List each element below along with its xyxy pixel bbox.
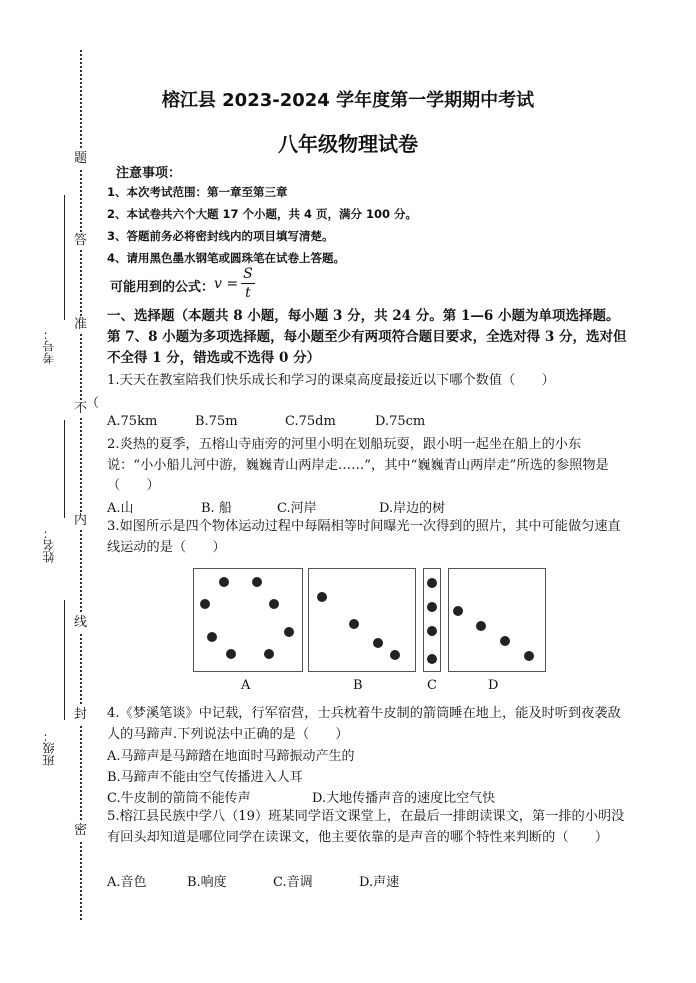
dot <box>427 654 437 664</box>
seal-char: 不 <box>74 401 88 416</box>
question-1-options <box>107 414 465 429</box>
question-4: 4.《梦溪笔谈》中记载，行军宿营，士兵枕着牛皮制的箭筒睡在地上，能及时听到夜袭敌人的马蹄声.下列说法中正确的是（ ） <box>107 706 621 742</box>
notice-item: 4、请用黑色墨水钢笔或圆珠笔在试卷上答题。 <box>107 251 345 265</box>
option: B.75m <box>195 414 238 429</box>
speed-formula <box>214 265 255 302</box>
option: B.响度 <box>187 875 227 890</box>
dot <box>453 606 463 616</box>
dot <box>427 626 437 636</box>
question-5: 5.榕江县民族中学八（19）班某同学语文课堂上，在最后一排朗读课文，第一排的小明没有回头却知道是哪位同学在读课文，他主要依靠的是声音的哪个特性来判断的（ ） <box>107 809 625 845</box>
question-3: 3.如图所示是四个物体运动过程中每隔相等时间曝光一次得到的照片，其中可能做匀速直线运动的是（ ） <box>107 519 621 555</box>
seal-char: 封 <box>74 707 88 722</box>
seal-char: 内 <box>74 513 88 528</box>
notice-heading: 注意事项： <box>116 166 182 181</box>
dot <box>476 621 486 631</box>
question-2: 2.炎热的夏季，五榕山寺庙旁的河里小明在划船玩耍，跟小明一起坐在船上的小东说：“小小船儿河中游，巍巍青山两岸走……”，其中“巍巍青山两岸走”所选的参照物是（ ） <box>107 437 609 493</box>
name-label: 姓名： <box>42 527 56 563</box>
option: A.75km <box>107 414 158 429</box>
side-paren: （ <box>86 396 100 411</box>
seal-char: 题 <box>74 151 88 166</box>
formula-lhs: v = <box>214 275 239 292</box>
dot <box>264 649 274 659</box>
dot <box>373 638 383 648</box>
option: C.河岸 <box>277 501 317 516</box>
option: A.马蹄声是马蹄踏在地面时马蹄振动产生的 <box>107 749 355 764</box>
option: D.大地传播声音的速度比空气快 <box>312 791 496 806</box>
exam-number-label: 考号： <box>42 328 56 364</box>
question-1: 1.天天在教室陪我们快乐成长和学习的课桌高度最接近以下哪个数值（ ） <box>107 373 555 388</box>
class-label: 班级： <box>42 730 56 766</box>
notice-item: 3、答题前务必将密封线内的项目填写清楚。 <box>107 229 334 243</box>
dot <box>524 651 534 661</box>
dot <box>269 599 279 609</box>
formula-denominator: t <box>245 285 251 301</box>
option: D.声速 <box>359 875 400 890</box>
dot <box>284 627 294 637</box>
option: A.山 <box>107 501 134 516</box>
photo-b <box>308 568 416 672</box>
seal-char: 密 <box>74 823 88 838</box>
figure-label: C <box>427 678 437 693</box>
figure-label: D <box>488 678 499 693</box>
seal-char: 准 <box>74 317 88 332</box>
seal-line <box>80 50 82 920</box>
question-4-option-a <box>107 745 355 764</box>
notice-item: 1、本次考试范围：第一章至第三章 <box>107 185 288 199</box>
exam-number-line <box>64 195 65 320</box>
question-2-options <box>107 497 489 516</box>
figure-label: A <box>241 678 251 693</box>
section-one-heading: 一、选择题（本题共 8 小题，每小题 3 分，共 24 分。第 1—6 小题为单项选择题。第 7、8 小题为多项选择题，每小题至少有两项符合题目要求，全选对得 3 分，选对但不全得 1 分，错选或不选得 0 分） <box>107 308 627 366</box>
formula-numerator: S <box>243 266 253 282</box>
dot <box>390 650 400 660</box>
option: C.音调 <box>273 875 313 890</box>
photo-a <box>193 568 303 672</box>
exam-title: 榕江县 2023-2024 学年度第一学期期中考试 <box>161 90 535 111</box>
dot <box>427 578 437 588</box>
dot <box>200 599 210 609</box>
photo-c <box>423 568 441 672</box>
dot <box>207 632 217 642</box>
dot <box>317 592 327 602</box>
dot <box>226 649 236 659</box>
option: C.75dm <box>285 414 336 429</box>
figure-label: B <box>353 678 363 693</box>
question-4-option-b <box>107 766 303 785</box>
option: B. 船 <box>201 501 232 516</box>
dot <box>427 602 437 612</box>
option: D.75cm <box>375 414 426 429</box>
dot <box>219 577 229 587</box>
question-4-options-cd <box>107 787 495 806</box>
notice-item: 2、本试卷共六个大题 17 个小题，共 4 页，满分 100 分。 <box>107 207 418 221</box>
dot <box>500 636 510 646</box>
exam-subtitle: 八年级物理试卷 <box>278 132 418 156</box>
photo-d <box>448 568 546 672</box>
option: C.牛皮制的箭筒不能传声 <box>107 791 251 806</box>
class-line <box>64 600 65 720</box>
formula-fraction <box>241 265 255 302</box>
option: D.岸边的树 <box>379 501 446 516</box>
dot <box>349 619 359 629</box>
option: B.马蹄声不能由空气传播进入人耳 <box>107 770 303 785</box>
option: A.音色 <box>107 875 147 890</box>
formula-label: 可能用到的公式： <box>110 280 215 295</box>
seal-char: 答 <box>74 233 88 248</box>
seal-char: 线 <box>74 615 88 630</box>
dot <box>252 577 262 587</box>
name-line <box>64 420 65 518</box>
question-5-options <box>107 871 399 890</box>
